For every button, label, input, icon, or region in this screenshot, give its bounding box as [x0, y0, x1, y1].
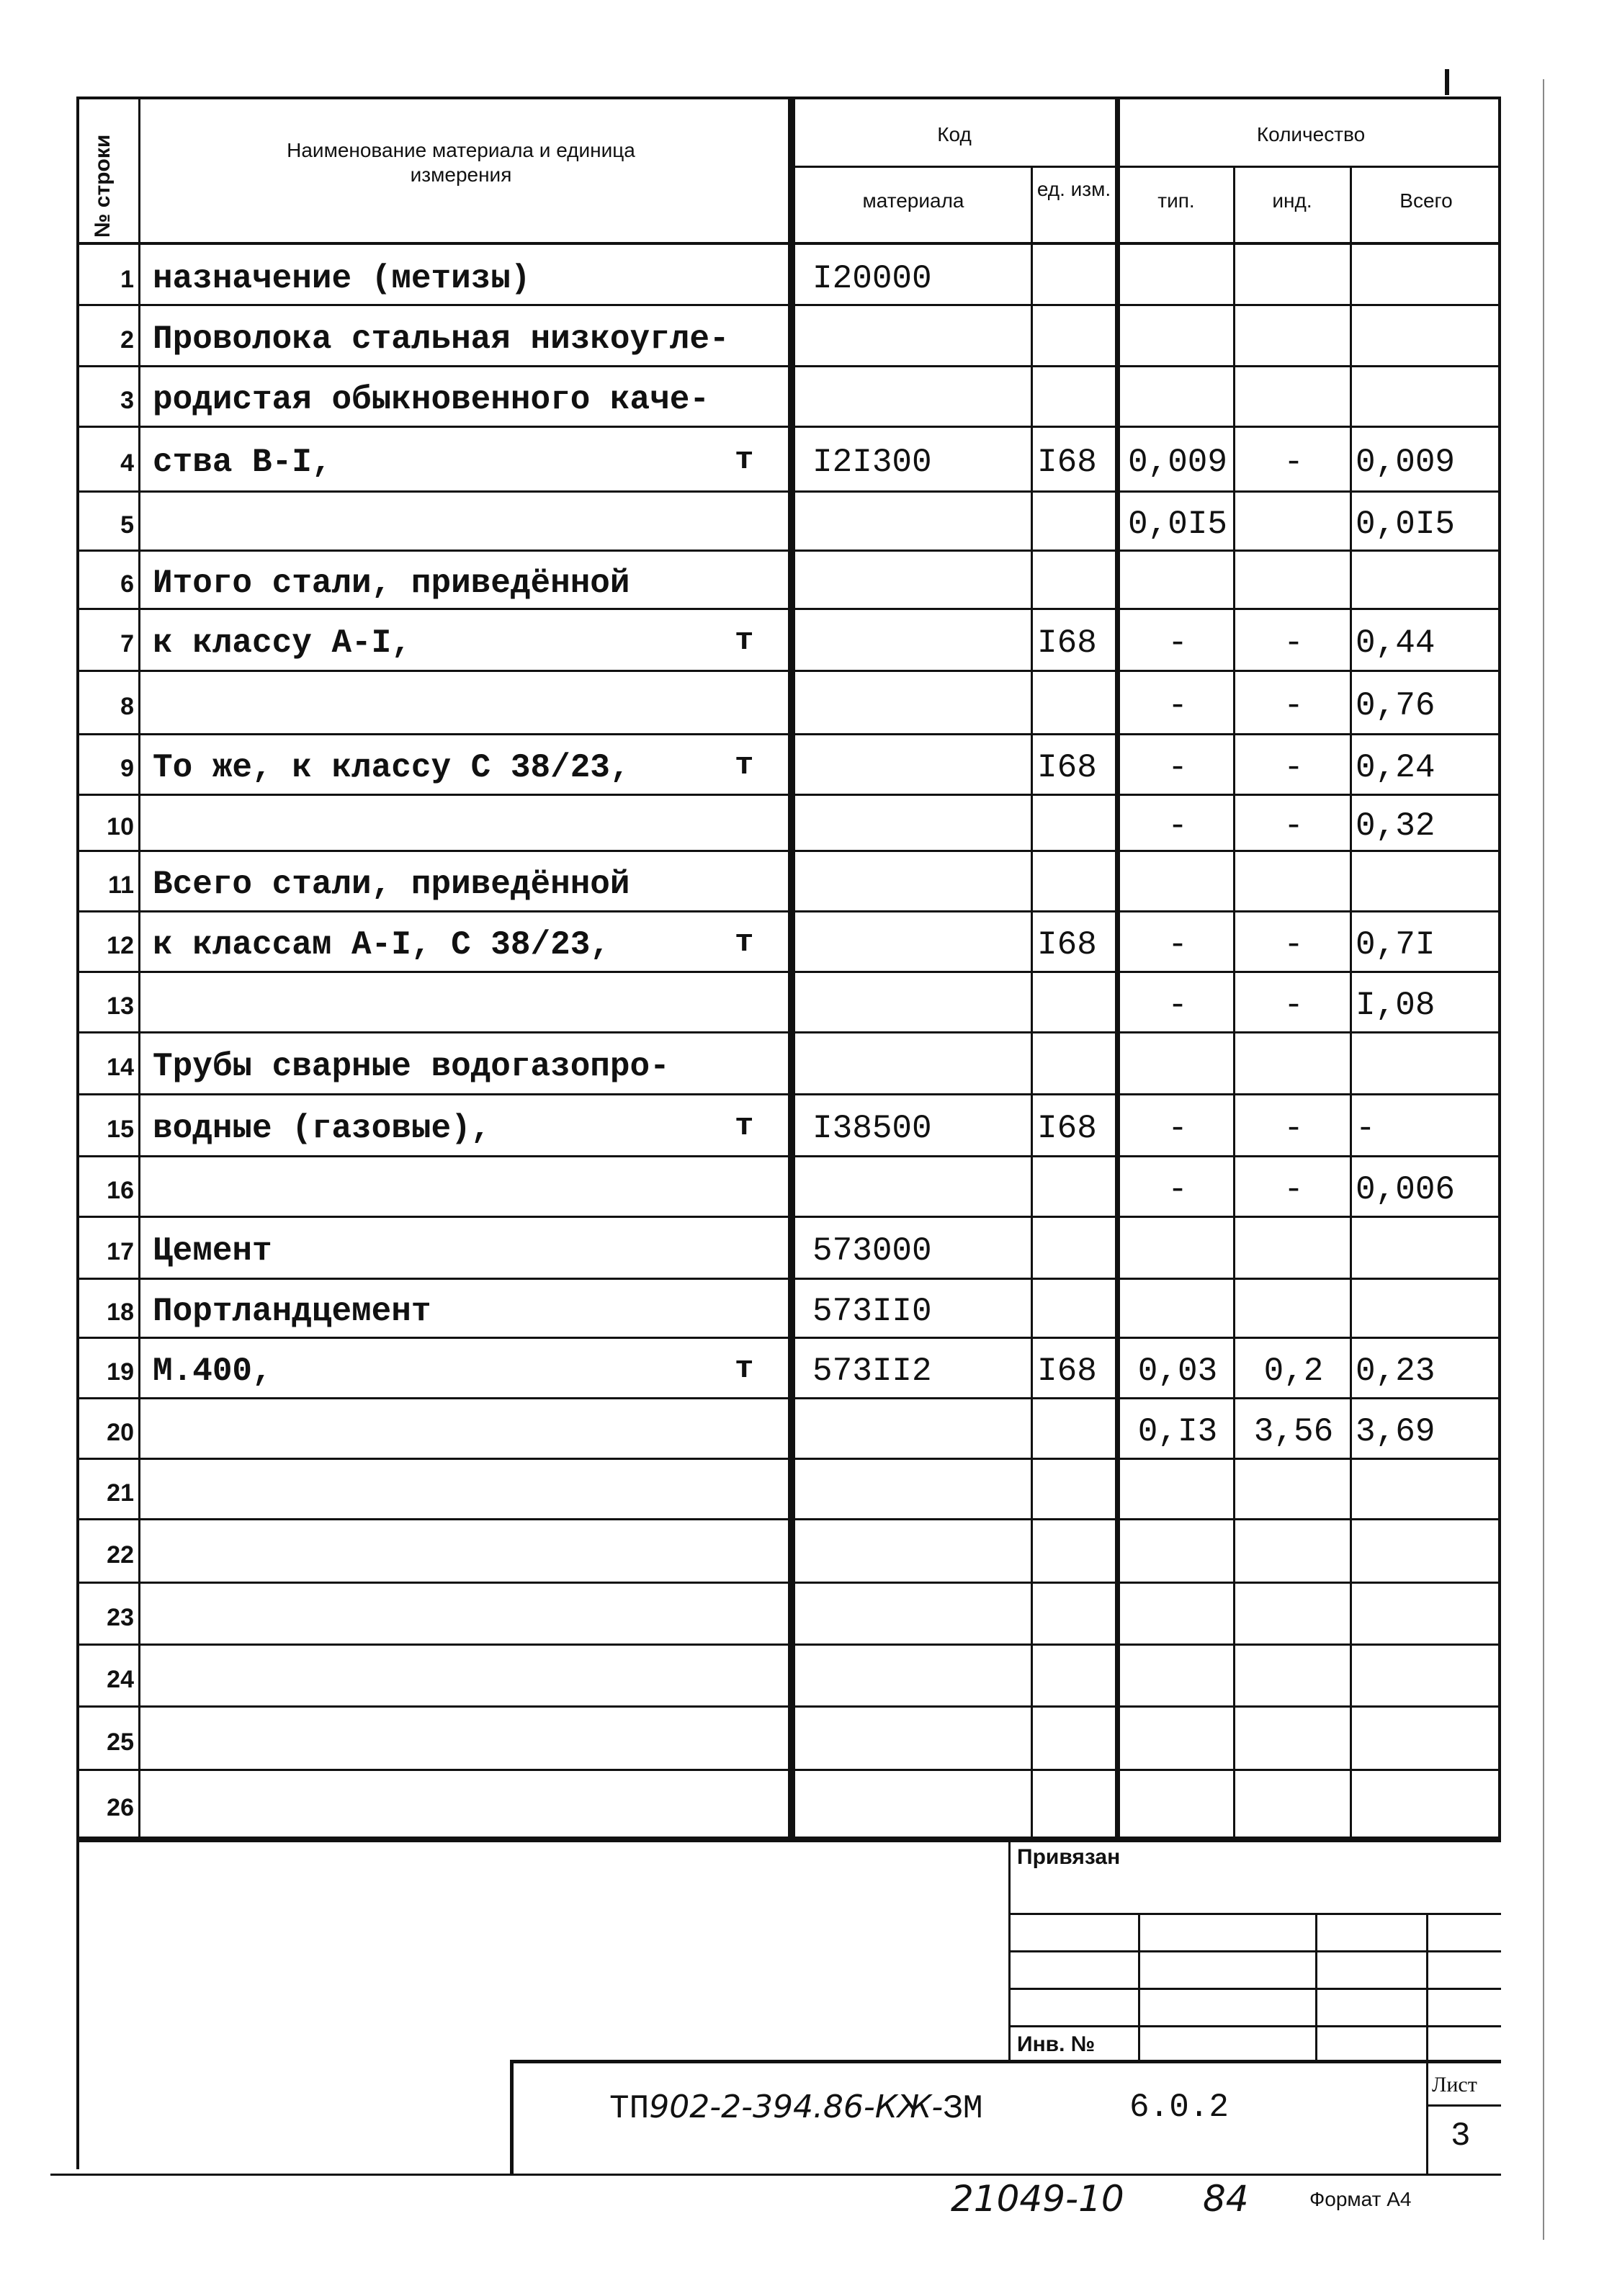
row-separator [76, 1518, 1501, 1520]
material-name: к классу А-I, [153, 624, 411, 662]
qty-total: 0,24 [1356, 749, 1435, 786]
material-name: родистая обыкновенного каче- [153, 381, 709, 418]
unit-header: ед. изм. [1036, 178, 1111, 200]
unit-mark: т [735, 1351, 754, 1387]
material-code: 573000 [812, 1232, 932, 1270]
col-sep-typ [1233, 167, 1235, 1839]
doc-code-handwritten: 902-2-394.86-КЖ- [649, 2089, 944, 2125]
row-number: 18 [107, 1299, 134, 1326]
right-margin-line [1543, 79, 1544, 2240]
material-name: Итого стали, приведённой [153, 564, 630, 602]
format-label: Формат А4 [1309, 2188, 1412, 2210]
row-separator [76, 1278, 1501, 1280]
material-name: Всего стали, приведённой [153, 866, 630, 903]
row-separator [76, 1643, 1501, 1646]
row-number: 21 [107, 1479, 134, 1507]
qty-individual: - [1284, 624, 1304, 662]
row-number: 4 [120, 449, 134, 477]
material-name: Проволока стальная низкоугле- [153, 320, 730, 358]
unit-code: I68 [1037, 624, 1097, 662]
material-name: к классам А-I, С 38/23, [153, 926, 610, 964]
material-name: То же, к классу С 38/23, [153, 749, 630, 786]
row-number: 17 [107, 1238, 134, 1265]
title-top-line [76, 1838, 1501, 1842]
material-code: I20000 [812, 260, 932, 297]
qty-typical: - [1168, 1171, 1188, 1208]
qty-individual: 3,56 [1253, 1413, 1334, 1450]
material-name: М.400, [153, 1353, 272, 1390]
col-sep-ind [1350, 167, 1352, 1839]
row-separator [76, 1397, 1501, 1399]
col-sep-name [788, 97, 795, 1839]
qty-total: 0,0I5 [1356, 506, 1456, 543]
row-number-header: № строки [91, 134, 115, 238]
row-number: 2 [120, 326, 134, 354]
col-sep-rownum [138, 97, 140, 1839]
code-group-header: Код [937, 123, 972, 145]
material-header: материала [862, 189, 964, 212]
qty-typical: - [1168, 926, 1188, 964]
qty-individual: - [1284, 1110, 1304, 1147]
row-number: 26 [107, 1794, 134, 1821]
row-separator [76, 1769, 1501, 1771]
qty-individual: - [1284, 444, 1304, 481]
unit-code: I68 [1037, 444, 1097, 481]
qty-typical: - [1168, 987, 1188, 1024]
row-separator [76, 1093, 1501, 1095]
qty-individual: - [1284, 926, 1304, 964]
bound-vsep-2 [1315, 1913, 1317, 2061]
qty-individual: - [1284, 687, 1304, 725]
row-number: 22 [107, 1541, 134, 1569]
row-number: 19 [107, 1358, 134, 1386]
material-name: Трубы сварные водогазопро- [153, 1048, 670, 1085]
inventory-label: Инв. № [1017, 2032, 1096, 2056]
material-code: 573II2 [812, 1353, 932, 1390]
corner-mark [1445, 69, 1449, 95]
sheet-number: 3 [1451, 2117, 1471, 2155]
row-number: 11 [108, 871, 134, 899]
doc-code [609, 2089, 983, 2127]
typ-header: тип. [1157, 189, 1195, 212]
qty-total: 0,76 [1356, 687, 1435, 725]
col-sep-code [1031, 167, 1033, 1839]
material-code: 573II0 [812, 1293, 932, 1330]
row-number: 14 [107, 1054, 134, 1081]
qty-typical: 0,03 [1137, 1353, 1218, 1390]
stamp-bottom-line [50, 2174, 1501, 2176]
name-column-header: Наименование материала и единица измерения [287, 139, 635, 186]
qty-typical: 0,009 [1127, 444, 1228, 481]
row-separator [76, 1458, 1501, 1460]
header-mid-line [788, 166, 1501, 168]
unit-code: I68 [1037, 926, 1097, 964]
row-number: 15 [107, 1116, 134, 1143]
sheet-box-left [1426, 2060, 1428, 2175]
page-handwritten: 84 [1203, 2178, 1249, 2220]
row-separator [76, 1031, 1501, 1033]
ind-header: инд. [1272, 189, 1312, 212]
qty-total: 0,7I [1356, 926, 1435, 964]
row-number: 12 [107, 932, 134, 959]
row-number: 3 [120, 387, 134, 414]
row-number: 6 [120, 570, 134, 598]
qty-individual: - [1284, 1171, 1304, 1208]
qty-group-header: Количество [1256, 123, 1366, 145]
row-separator [76, 971, 1501, 973]
unit-code: I68 [1037, 749, 1097, 786]
qty-total: 0,006 [1356, 1171, 1456, 1208]
unit-code: I68 [1037, 1110, 1097, 1147]
qty-total: - [1356, 1110, 1376, 1147]
row-number: 13 [107, 992, 134, 1020]
qty-total: 0,44 [1356, 624, 1435, 662]
row-number: 20 [107, 1419, 134, 1446]
qty-typical: 0,0I5 [1127, 506, 1228, 543]
bound-vsep-3 [1426, 1913, 1428, 2061]
total-header: Всего [1399, 189, 1453, 212]
qty-typical: - [1168, 749, 1188, 786]
stamp-left-line [510, 2060, 514, 2175]
qty-total: I,08 [1356, 987, 1435, 1024]
qty-total: 0,32 [1356, 807, 1435, 845]
row-separator [76, 1216, 1501, 1218]
row-number: 24 [107, 1666, 134, 1693]
row-number: 9 [120, 755, 134, 782]
qty-typical: - [1168, 807, 1188, 845]
qty-individual: - [1284, 987, 1304, 1024]
row-separator [76, 490, 1501, 493]
qty-typical: - [1168, 687, 1188, 725]
unit-mark: т [735, 748, 754, 784]
title-left-border [76, 1838, 79, 2169]
section-number: 6.0.2 [1129, 2089, 1229, 2126]
row-separator [76, 1705, 1501, 1708]
material-name: назначение (метизы) [153, 260, 531, 297]
row-number: 8 [120, 693, 134, 720]
qty-total: 0,23 [1356, 1353, 1435, 1390]
material-name: ства В-I, [153, 444, 332, 481]
qty-typical: - [1168, 1110, 1188, 1147]
qty-total: 3,69 [1356, 1413, 1435, 1450]
sheet-box-mid [1426, 2104, 1501, 2107]
bound-block-left [1008, 1838, 1011, 2061]
row-separator [76, 910, 1501, 912]
row-number: 7 [120, 630, 134, 658]
material-name: Портландцемент [153, 1293, 431, 1330]
row-separator [76, 550, 1501, 552]
unit-mark: т [735, 623, 754, 659]
qty-individual: 0,2 [1263, 1353, 1324, 1390]
row-separator [76, 608, 1501, 610]
material-name: водные (газовые), [153, 1110, 491, 1147]
row-separator [76, 426, 1501, 428]
qty-typical: - [1168, 624, 1188, 662]
qty-individual: - [1284, 807, 1304, 845]
unit-code: I68 [1037, 1353, 1097, 1390]
row-separator [76, 304, 1501, 306]
row-number: 23 [107, 1604, 134, 1631]
unit-mark: т [735, 442, 754, 478]
doc-code-tail: ЗМ [943, 2090, 983, 2127]
material-code: I2I300 [812, 444, 932, 481]
archive-number: 21049-10 [951, 2178, 1124, 2220]
row-separator [76, 1337, 1501, 1339]
unit-mark: т [735, 1108, 754, 1144]
row-separator [76, 670, 1501, 672]
col-sep-unit [1115, 97, 1120, 1839]
row-number: 1 [120, 266, 134, 293]
sheet-label: Лист [1432, 2073, 1477, 2097]
header-bottom-line [76, 242, 1501, 245]
doc-code-printed: ТП [609, 2090, 650, 2127]
material-name: Цемент [153, 1232, 272, 1270]
bound-vsep-1 [1138, 1913, 1140, 2061]
bound-label: Привязан [1017, 1845, 1121, 1869]
row-number: 5 [120, 511, 134, 539]
row-separator [76, 1155, 1501, 1157]
row-number: 10 [107, 813, 134, 840]
unit-mark: т [735, 925, 754, 961]
qty-individual: - [1284, 749, 1304, 786]
row-separator [76, 1582, 1501, 1584]
qty-total: 0,009 [1356, 444, 1456, 481]
stamp-top-line [510, 2060, 1501, 2063]
qty-typical: 0,I3 [1137, 1413, 1218, 1450]
row-separator [76, 794, 1501, 796]
row-separator [76, 850, 1501, 852]
row-separator [76, 733, 1501, 735]
row-number: 25 [107, 1728, 134, 1756]
row-separator [76, 365, 1501, 367]
material-code: I38500 [812, 1110, 932, 1147]
row-number: 16 [107, 1177, 134, 1204]
